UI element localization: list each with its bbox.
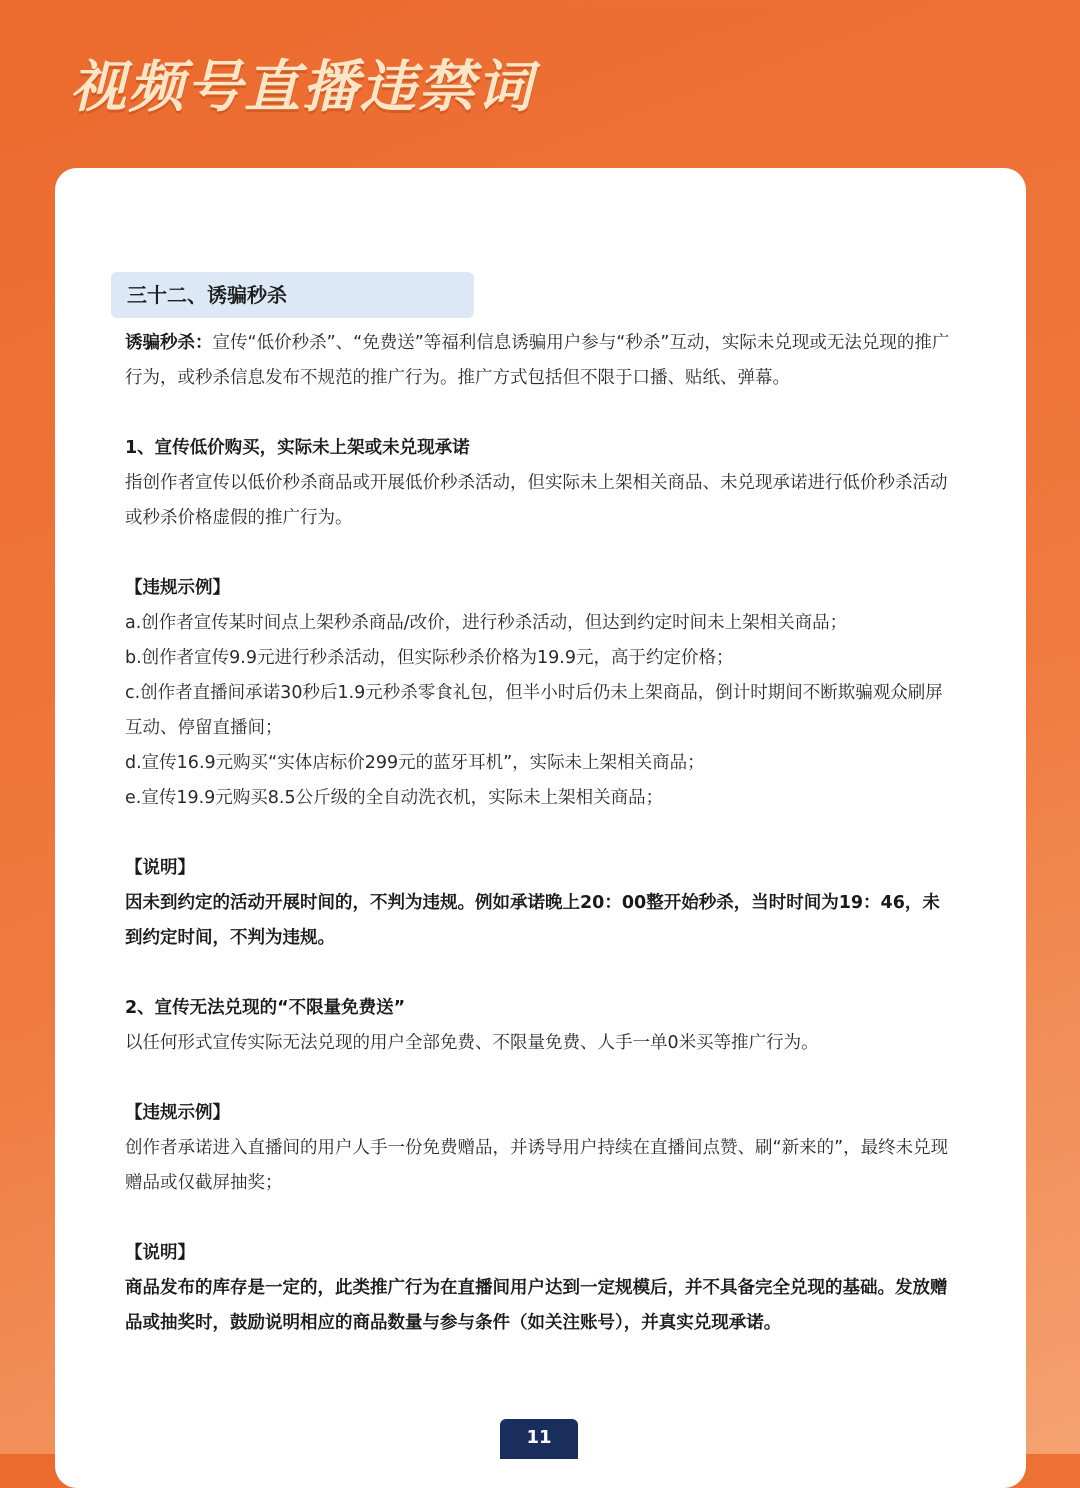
item1-description: 指创作者宣传以低价秒杀商品或开展低价秒杀活动，但实际未上架相关商品、未兑现承诺进行低价秒杀活动或秒杀价格虚假的推广行为。 [125,473,948,528]
item1-note-label: 【说明】 [125,858,195,878]
content-body [125,326,955,1341]
item1-example-d: d.宣传16.9元购买“实体店标价299元的蓝牙耳机”，实际未上架相关商品； [125,753,705,773]
item1-note: 因未到约定的活动开展时间的，不判为违规。例如承诺晚上20：00整开始秒杀，当时时间为19：46，未到约定时间，不判为违规。 [125,893,940,948]
item2-examples-label: 【违规示例】 [125,1103,230,1123]
item2-example: 创作者承诺进入直播间的用户人手一份免费赠品，并诱导用户持续在直播间点赞、刷“新来的”，最终未兑现赠品或仅截屏抽奖； [125,1138,949,1193]
item1-example-a: a.创作者宣传某时间点上架秒杀商品/改价，进行秒杀活动，但达到约定时间未上架相关商品； [125,613,848,633]
item2-description: 以任何形式宣传实际无法兑现的用户全部免费、不限量免费、人手一单0米买等推广行为。 [125,1033,819,1053]
intro-colon: ： [195,333,213,353]
page-number: 11 [500,1419,578,1459]
item1-example-c: c.创作者直播间承诺30秒后1.9元秒杀零食礼包，但半小时后仍未上架商品，倒计时期间不断欺骗观众刷屏互动、停留直播间； [125,683,943,738]
section-title: 三十二、诱骗秒杀 [111,272,474,318]
item2-note-label: 【说明】 [125,1243,195,1263]
item2-note: 商品发布的库存是一定的，此类推广行为在直播间用户达到一定规模后，并不具备完全兑现的基础。发放赠品或抽奖时，鼓励说明相应的商品数量与参与条件（如关注账号），并真实兑现承诺。 [125,1278,948,1333]
item1-example-b: b.创作者宣传9.9元进行秒杀活动，但实际秒杀价格为19.9元，高于约定价格； [125,648,734,668]
item1-example-e: e.宣传19.9元购买8.5公斤级的全自动洗衣机，实际未上架相关商品； [125,788,664,808]
page-title: 视频号直播违禁词 [70,55,534,120]
intro-text: 宣传“低价秒杀”、“免费送”等福利信息诱骗用户参与“秒杀”互动，实际未兑现或无法兑现的推广行为，或秒杀信息发布不规范的推广行为。推广方式包括但不限于口播、贴纸、弹幕。 [125,333,950,388]
item1-heading: 1、宣传低价购买，实际未上架或未兑现承诺 [125,438,470,458]
intro-term: 诱骗秒杀 [125,333,195,353]
item2-heading: 2、宣传无法兑现的“不限量免费送” [125,998,406,1018]
intro-paragraph [125,326,955,396]
item1-examples-label: 【违规示例】 [125,578,230,598]
